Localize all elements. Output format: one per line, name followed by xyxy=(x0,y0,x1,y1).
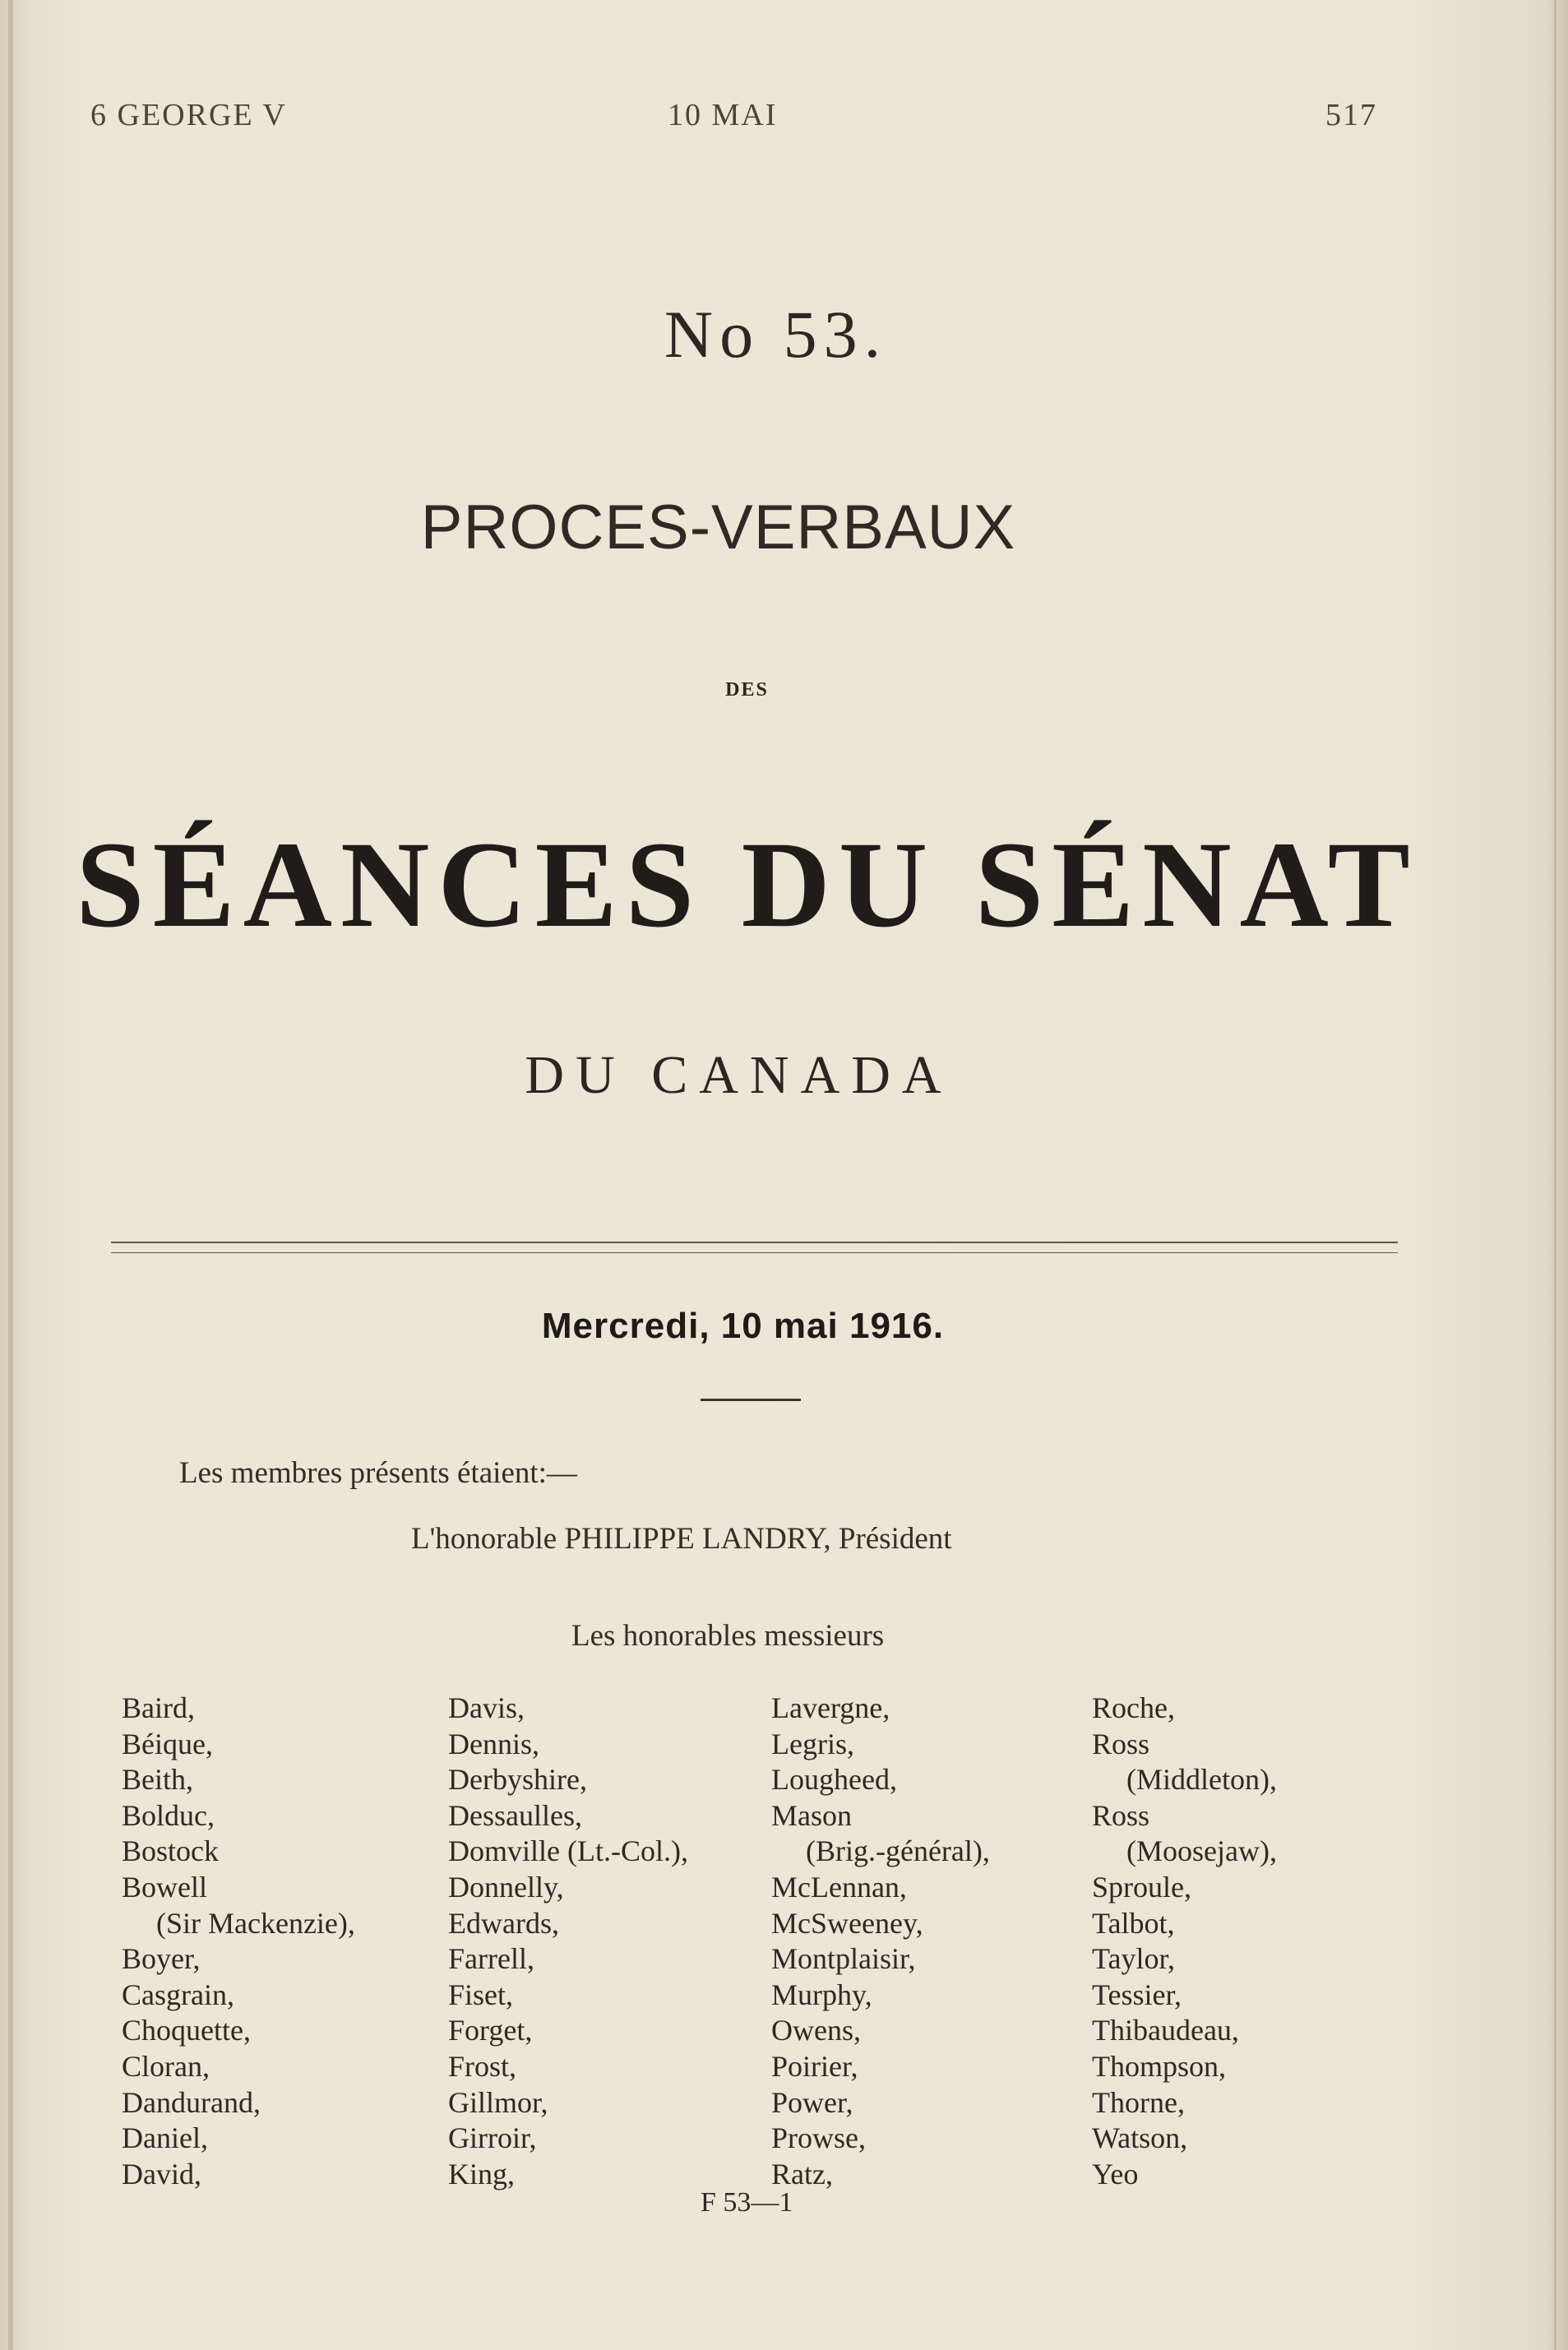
double-rule-bottom xyxy=(111,1252,1398,1253)
senator-name: Donnelly, xyxy=(448,1870,564,1904)
senator-name: Sproule, xyxy=(1092,1870,1191,1904)
president-line: L'honorable PHILIPPE LANDRY, Président xyxy=(411,1522,952,1556)
senator-name: Ross xyxy=(1092,1798,1150,1832)
senator-name: (Moosejaw), xyxy=(1126,1834,1277,1868)
senator-name: Mason xyxy=(771,1798,852,1832)
senator-name: Forget, xyxy=(448,2014,533,2047)
title-du-canada: DU CANADA xyxy=(525,1045,953,1105)
issue-number: No 53. xyxy=(664,297,888,372)
senator-name: Dandurand, xyxy=(122,2085,261,2119)
senator-name: Cloran, xyxy=(122,2049,210,2083)
senator-name: Taylor, xyxy=(1092,1942,1176,1976)
senator-name: (Middleton), xyxy=(1126,1763,1277,1797)
double-rule-top xyxy=(111,1242,1398,1243)
senator-name: David, xyxy=(122,2157,201,2190)
senator-name: Bowell xyxy=(122,1870,207,1904)
senator-name: Lougheed, xyxy=(771,1763,897,1797)
title-des: DES xyxy=(725,679,769,701)
running-header-center: 10 MAI xyxy=(668,98,778,132)
senator-name: Bostock xyxy=(122,1834,220,1868)
short-divider xyxy=(701,1399,801,1401)
senator-name: Casgrain, xyxy=(122,1978,234,2011)
session-date: Mercredi, 10 mai 1916. xyxy=(541,1306,945,1346)
senator-name: Gillmor, xyxy=(448,2085,548,2119)
senator-list-column-2 xyxy=(448,1691,688,2192)
senator-name: Beith, xyxy=(122,1763,193,1797)
senator-name: Talbot, xyxy=(1092,1906,1175,1940)
senator-name: Montplaisir, xyxy=(771,1942,916,1976)
senator-name: King, xyxy=(448,2157,515,2190)
senator-name: Edwards, xyxy=(448,1906,559,1940)
senator-name: Daniel, xyxy=(122,2121,208,2155)
senator-name: Farrell, xyxy=(448,1942,534,1976)
senator-name: Bolduc, xyxy=(122,1798,215,1832)
signature-mark: F 53—1 xyxy=(701,2187,793,2218)
senator-name: Murphy, xyxy=(771,1978,872,2011)
senator-name: Ratz, xyxy=(771,2157,833,2190)
senator-name: McSweeney, xyxy=(771,1906,923,1940)
senator-name: Thorne, xyxy=(1092,2085,1185,2119)
senator-name: Dessaulles, xyxy=(448,1798,582,1832)
senator-list-column-4 xyxy=(1092,1691,1277,2192)
senator-name: Frost, xyxy=(448,2049,517,2083)
senator-name: Watson, xyxy=(1092,2121,1188,2155)
senator-name: Derbyshire, xyxy=(448,1763,587,1797)
senator-name: Legris, xyxy=(771,1727,854,1760)
senator-name: Yeo xyxy=(1092,2157,1139,2190)
members-present-intro: Les membres présents étaient:— xyxy=(179,1456,577,1490)
page-number: 517 xyxy=(1325,98,1377,132)
senator-name: Ross xyxy=(1092,1727,1150,1760)
senator-name: Davis, xyxy=(448,1691,525,1724)
senator-name: Poirier, xyxy=(771,2049,858,2083)
senator-name: (Sir Mackenzie), xyxy=(156,1906,355,1940)
senator-name: Choquette, xyxy=(122,2014,251,2047)
title-seances-du-senat: SÉANCES DU SÉNAT xyxy=(76,816,1418,953)
senator-name: Béique, xyxy=(122,1727,213,1760)
senator-name: Thibaudeau, xyxy=(1092,2014,1239,2047)
senator-list-column-1 xyxy=(122,1691,355,2192)
senator-name: Baird, xyxy=(122,1691,195,1724)
senator-name: Owens, xyxy=(771,2014,861,2047)
senator-name: Roche, xyxy=(1092,1691,1175,1724)
senator-name: Dennis, xyxy=(448,1727,539,1760)
senator-name: Thompson, xyxy=(1092,2049,1227,2083)
senator-name: Tessier, xyxy=(1092,1978,1182,2011)
senator-name: Fiset, xyxy=(448,1978,514,2011)
senator-name: (Brig.-général), xyxy=(806,1834,990,1868)
title-proces-verbaux: PROCES-VERBAUX xyxy=(420,493,1016,562)
senator-name: Domville (Lt.-Col.), xyxy=(448,1834,688,1868)
senator-name: Girroir, xyxy=(448,2121,537,2155)
senator-list-column-3 xyxy=(771,1691,990,2192)
senator-name: Power, xyxy=(771,2085,853,2119)
senator-name: Boyer, xyxy=(122,1942,201,1976)
honorables-messieurs: Les honorables messieurs xyxy=(571,1619,885,1653)
senator-name: Prowse, xyxy=(771,2121,866,2155)
senator-name: Lavergne, xyxy=(771,1691,890,1724)
senator-name: McLennan, xyxy=(771,1870,907,1904)
running-header-left: 6 GEORGE V xyxy=(90,98,287,132)
